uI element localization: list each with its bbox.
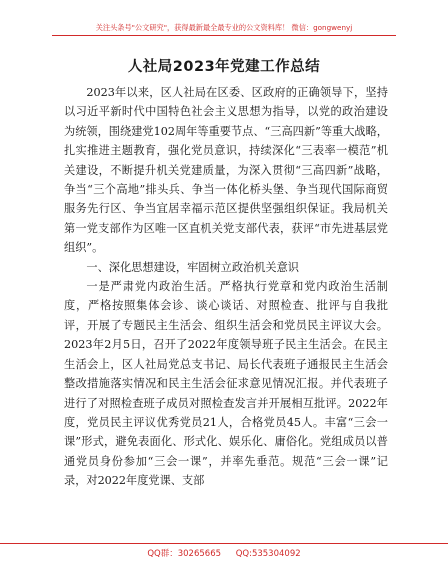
paragraph-section-1: 一是严肃党内政治生活。严格执行党章和党内政治生活制度，严格按照集体会诊、谈心谈话、对照检查、批评与自我批评，开展了专题民主生活会、组织生活会和党员民主评议大会。2023年2月5日，召开了2022年度领导班子民主生活会。在民主生活会上，区人社局党总支书记、局长代表班子通报民主生活会整改措施落实情况和民主生活会征求意见情况汇报。并代表班子进行了对照检查班子成员对照检查发言并开展相互批评。2022年度，党员民主评议优秀党员21人，合格党员45人。丰富“三会一课”形式，避免表面化、形式化、娱乐化、庸俗化。党组成员以普通党员身份参加“三会一课”，并率先垂范。规范“三会一课”记录，对2022年度党课、支部 — [64, 280, 388, 488]
document-title: 人社局2023年党建工作总结 — [127, 59, 321, 75]
document-body — [64, 83, 388, 491]
footer-contact — [0, 543, 448, 559]
paragraph-intro: 2023年以来，区人社局在区委、区政府的正确领导下，坚持以习近平新时代中国特色社会主义思想为指导，以党的政治建设为统领，围绕建党102周年等重要节点、“三高四新”等重大战略，扎实推进主题教育，强化党员意识，持续深化“三表率一模范”机关建设，不断提升机关党建质量，为深入贯彻“三高四新”战略，争当“三个高地”排头兵、争当一体化桥头堡、争当现代国际商贸服务先行区、争当宜居幸福示范区提供坚强组织保证。我局机关第一党支部作为区唯一区直机关党支部代表，获评“市先进基层党组织”。 — [64, 86, 388, 255]
section-heading: 一、深化思想建设，牢固树立政治机关意识 — [86, 260, 299, 274]
footer-qq-group: QQ群：30265665 — [147, 549, 222, 559]
header-banner: 关注头条号"公文研究"，获得最新最全最专业的公文资料库！ 微信：gongwenyj — [52, 22, 396, 36]
footer-qq: QQ:535304092 — [235, 549, 301, 559]
